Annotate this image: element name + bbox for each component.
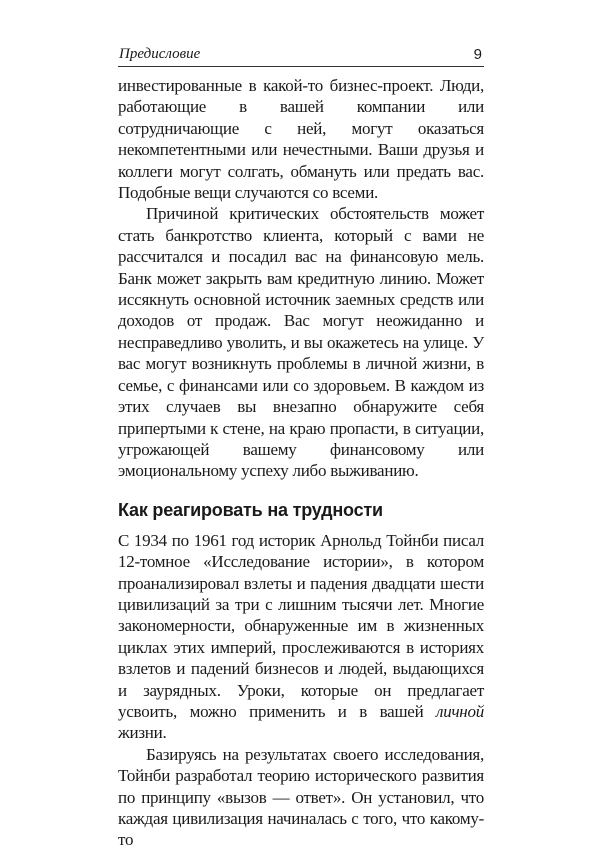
emphasis-text: личной	[436, 701, 484, 721]
paragraph-text-end: жизни.	[118, 723, 167, 743]
paragraph-challenge-response: Базируясь на результатах своего исследования, Тойнби разработал теорию исторического развития по принципу «вызов — ответ». Он установил, что каждая цивилизация начиналась с того, что какому-то	[118, 744, 484, 850]
running-header	[118, 44, 484, 67]
paragraph-text: С 1934 по 1961 год историк Арнольд Тойнби писал 12-томное «Исследование истории», в котором проанализировал взлеты и падения двадцати шести цивилизаций за три с лишним тысячи лет. Многие закономерности, обнаруженные им в жизненных циклах этих империй, прослеживаются в историях взлетов и падений бизнесов и людей, выдающихся и заурядных. Уроки, которые он предлагает усвоить, можно применить и в вашей	[118, 530, 484, 721]
paragraph-toynbee-study	[118, 530, 484, 744]
running-title: Предисловие	[119, 46, 201, 62]
section-heading: Как реагировать на трудности	[118, 499, 383, 520]
page-body	[118, 75, 484, 851]
page-number: 9	[473, 46, 482, 63]
paragraph-continuation: инвестированные в какой-то бизнес-проект. Люди, работающие в вашей компании или сотрудничающие с ней, могут оказаться некомпетентными или нечестными. Ваши друзья и коллеги могут солгать, обмануть или предать вас. Подобные вещи случаются со всеми.	[118, 76, 484, 203]
book-page	[118, 44, 484, 851]
paragraph-critical-circumstances: Причиной критических обстоятельств может стать банкротство клиента, который с вами не рассчитался и посадил вас на финансовую мель. Банк может закрыть вам кредитную линию. Может иссякнуть основной источник заемных средств или доходов от продаж. Вас могут неожиданно и несправедливо уволить, и вы окажетесь на улице. У вас могут возникнуть проблемы в личной жизни, в семье, с финансами или со здоровьем. В каждом из этих случаев вы внезапно обнаружите себя припертыми к стене, на краю пропасти, в ситуации, угрожающей вашему финансовому или эмоциональному успеху либо выживанию.	[118, 204, 484, 481]
